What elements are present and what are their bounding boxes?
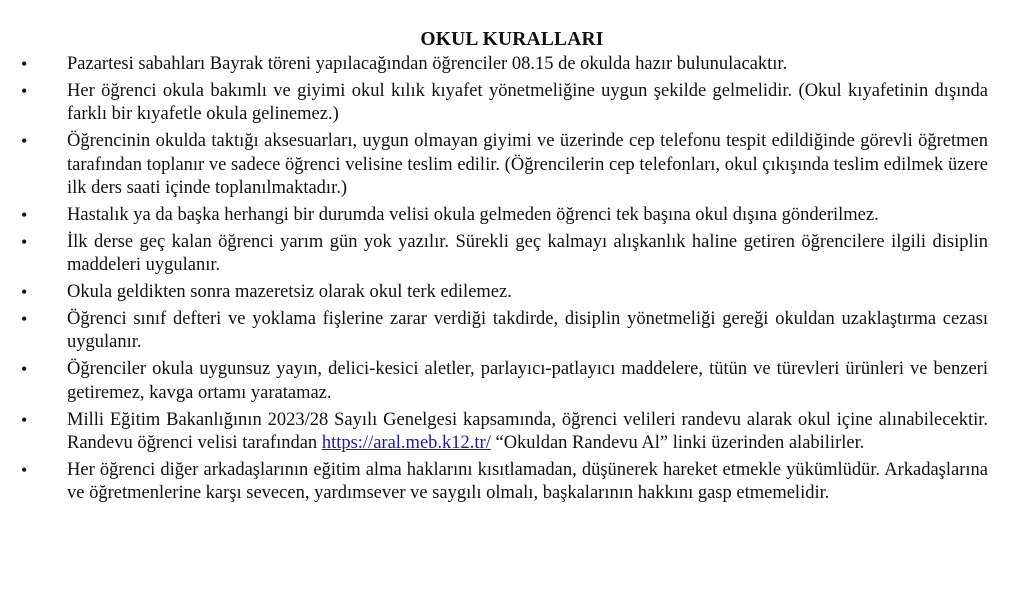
bullet-icon: •	[21, 409, 28, 430]
bullet-icon: •	[21, 80, 28, 101]
rule-item-2	[0, 80, 1024, 127]
rule-item-3	[0, 130, 1024, 200]
rule-text: Öğrenci sınıf defteri ve yoklama fişlerine zarar verdiği takdirde, disiplin yönetmeliği gereği okuldan uzaklaştırma cezası uygulanır.	[67, 309, 988, 353]
rule-item-1	[0, 53, 1024, 76]
rules-list	[0, 53, 1024, 509]
rule-item-7	[0, 308, 1024, 355]
rule-item-4	[0, 204, 1024, 227]
rule-item-6	[0, 281, 1024, 304]
rule-text: Okula geldikten sonra mazeretsiz olarak okul terk edilemez.	[67, 282, 512, 303]
bullet-icon: •	[21, 282, 28, 303]
rule-text-after-link: “Okuldan Randevu Al” linki üzerinden alabilirler.	[490, 433, 865, 454]
bullet-icon: •	[21, 204, 28, 225]
rule-text: Öğrenciler okula uygunsuz yayın, delici-kesici aletler, parlayıcı-patlayıcı maddelere, tütün ve türevleri ürünleri ve benzeri getiremez, kavga ortamı yaratamaz.	[67, 359, 988, 403]
rule-item-10	[0, 459, 1024, 506]
rule-text: Pazartesi sabahları Bayrak töreni yapılacağından öğrenciler 08.15 de okulda hazır bulunulacaktır.	[67, 54, 788, 74]
bullet-icon: •	[21, 460, 28, 480]
bullet-icon: •	[21, 54, 28, 74]
rule-item-8	[0, 358, 1024, 405]
rule-text-before-link: Milli Eğitim Bakanlığının 2023/28 Sayılı Genelgesi kapsamında, öğrenci velileri randevu alarak okul içine alınabilecektir. Randevu öğrenci velisi tarafından	[67, 409, 988, 454]
rule-text: İlk derse geç kalan öğrenci yarım gün yok yazılır. Sürekli geç kalmayı alışkanlık haline getiren öğrencilere ilgili disiplin maddeleri uygulanır.	[67, 231, 988, 276]
rule-text: Her öğrenci okula bakımlı ve giyimi okul kılık kıyafet yönetmeliğine uygun şekilde gelmelidir. (Okul kıyafetinin dışında farklı bir kıyafetle okula gelinemez.)	[67, 80, 988, 125]
bullet-icon: •	[21, 231, 28, 252]
page-title: OKUL KURALLARI	[420, 29, 604, 50]
bullet-icon: •	[21, 309, 28, 330]
rule-text: Öğrencinin okulda taktığı aksesuarları, uygun olmayan giyimi ve üzerinde cep telefonu tespit edildiğinde görevli öğretmen tarafından toplanır ve sadece öğrenci velisine teslim edilir. (Öğrencilerin cep telefonları, okul çıkışında teslim edilmek üzere ilk ders saati içinde toplanılmaktadır.)	[67, 131, 988, 199]
appointment-link[interactable]: https://aral.meb.k12.tr/	[321, 433, 491, 454]
rule-text: Hastalık ya da başka herhangi bir durumda velisi okula gelmeden öğrenci tek başına okul dışına gönderilmez.	[67, 204, 879, 225]
rule-item-9	[0, 409, 1024, 456]
rule-text: Her öğrenci diğer arkadaşlarının eğitim alma haklarını kısıtlamadan, düşünerek hareket etmekle yükümlüdür. Arkadaşlarına ve öğretmenlerine karşı sevecen, yardımsever ve saygılı olmalı, başkalarının hakkını gasp etmemelidir.	[67, 460, 988, 504]
rule-item-5	[0, 231, 1024, 278]
bullet-icon: •	[21, 359, 28, 380]
bullet-icon: •	[21, 131, 28, 152]
